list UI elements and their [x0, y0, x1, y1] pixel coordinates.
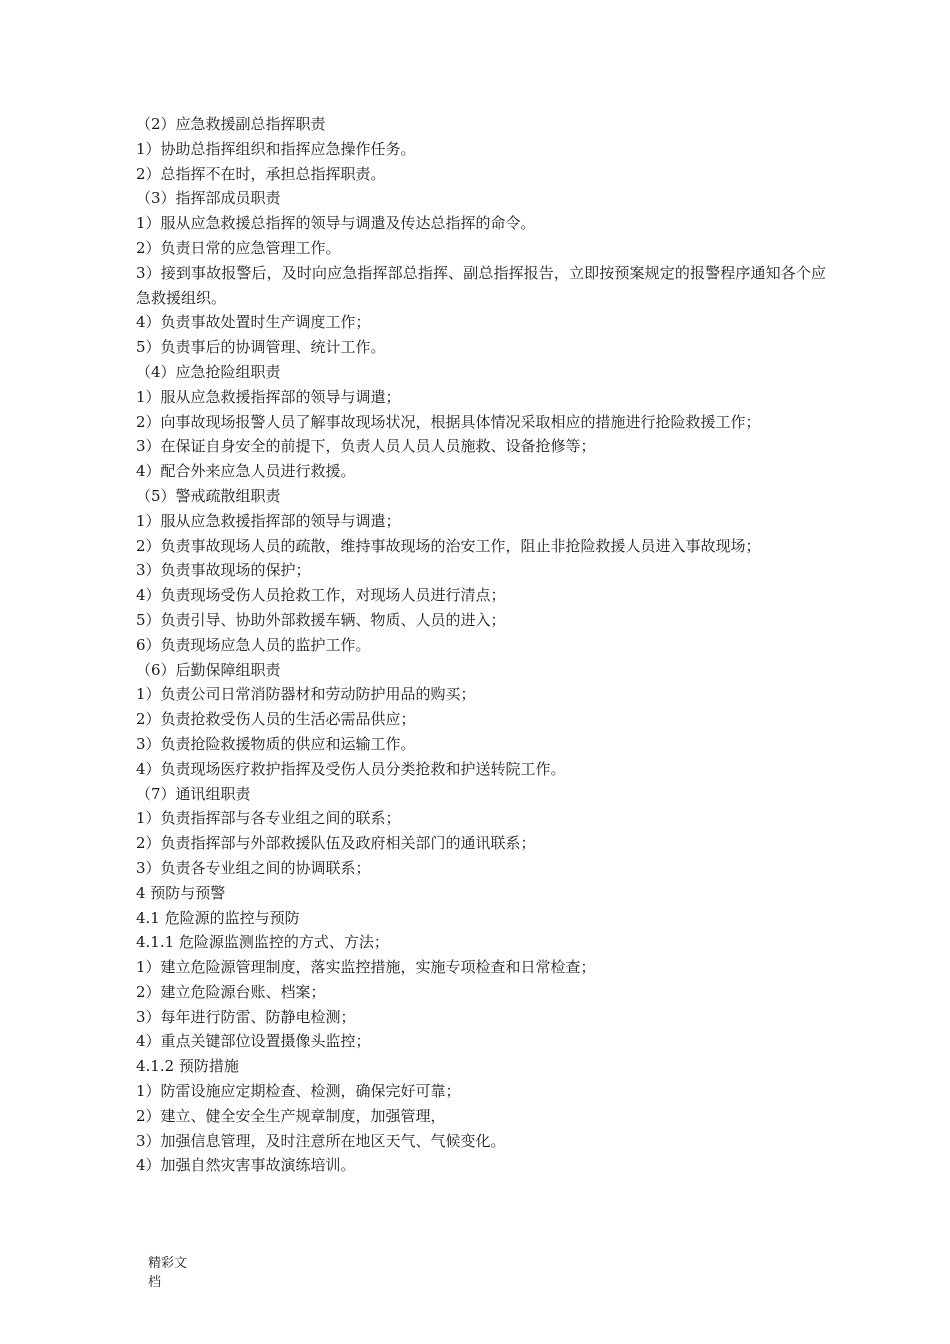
text-line: 5）负责引导、协助外部救援车辆、物质、人员的进入； [136, 610, 506, 629]
section-heading-logistics-team: （6）后勤保障组职责 [136, 660, 281, 679]
text-line: 2）总指挥不在时，承担总指挥职责。 [136, 164, 386, 183]
text-line: 3）负责事故现场的保护； [136, 561, 311, 580]
section-heading-monitoring-methods: 4.1.1 危险源监测监控的方式、方法； [136, 933, 389, 952]
text-line: 2）建立危险源台账、档案； [136, 982, 326, 1001]
text-line: 1）负责公司日常消防器材和劳动防护用品的购买； [136, 685, 476, 704]
text-line: 3）加强信息管理，及时注意所在地区天气、气候变化。 [136, 1131, 506, 1150]
section-heading-communication-team: （7）通讯组职责 [136, 784, 251, 803]
text-line: 4）配合外来应急人员进行救援。 [136, 462, 356, 481]
text-line: 5）负责事后的协调管理、统计工作。 [136, 338, 386, 357]
text-line: 3）每年进行防雷、防静电检测； [136, 1007, 356, 1026]
text-line: 2）建立、健全安全生产规章制度，加强管理， [136, 1106, 446, 1125]
section-heading-hazard-monitoring: 4.1 危险源的监控与预防 [136, 908, 300, 927]
text-line: 4）负责事故处置时生产调度工作； [136, 313, 371, 332]
text-line: 3）在保证自身安全的前提下，负责人员人员人员施救、设备抢修等； [136, 437, 596, 456]
text-line: 4）负责现场医疗救护指挥及受伤人员分类抢救和护送转院工作。 [136, 759, 566, 778]
text-line: 2）向事故现场报警人员了解事故现场状况，根据具体情况采取相应的措施进行抢险救援工作； [136, 412, 761, 431]
text-line: 2）负责事故现场人员的疏散，维持事故现场的治安工作，阻止非抢险救援人员进入事故现场； [136, 536, 761, 555]
text-line: 1）负责指挥部与各专业组之间的联系； [136, 809, 401, 828]
text-line: 2）负责日常的应急管理工作。 [136, 238, 341, 257]
section-heading-evacuation-team: （5）警戒疏散组职责 [136, 486, 281, 505]
text-line: 3）负责抢险救援物质的供应和运输工作。 [136, 734, 416, 753]
text-line: 3）接到事故报警后，及时向应急指挥部总指挥、副总指挥报告，立即按预案规定的报警程序通知各个应急救援组织。 [136, 263, 826, 307]
section-heading-rescue-team: （4）应急抢险组职责 [136, 362, 281, 381]
section-heading-prevention-measures: 4.1.2 预防措施 [136, 1057, 239, 1076]
text-line: 4）加强自然灾害事故演练培训。 [136, 1156, 356, 1175]
text-line: 1）服从应急救援指挥部的领导与调遣； [136, 511, 401, 530]
page-footer: 精彩文档 [148, 1256, 188, 1290]
text-line: 1）防雷设施应定期检查、检测，确保完好可靠； [136, 1082, 461, 1101]
text-line: 1）协助总指挥组织和指挥应急操作任务。 [136, 139, 416, 158]
text-line: 4）负责现场受伤人员抢救工作，对现场人员进行清点； [136, 586, 506, 605]
section-heading-prevention-warning: 4 预防与预警 [136, 883, 226, 902]
text-line: 1）建立危险源管理制度，落实监控措施，实施专项检查和日常检查； [136, 958, 596, 977]
text-line: 2）负责抢救受伤人员的生活必需品供应； [136, 710, 416, 729]
text-line: 3）负责各专业组之间的协调联系； [136, 858, 371, 877]
text-line: 1）服从应急救援总指挥的领导与调遣及传达总指挥的命令。 [136, 214, 536, 233]
text-line: 6）负责现场应急人员的监护工作。 [136, 635, 371, 654]
text-line: 1）服从应急救援指挥部的领导与调遣； [136, 387, 401, 406]
text-line: 4）重点关键部位设置摄像头监控； [136, 1032, 371, 1051]
text-line: 2）负责指挥部与外部救援队伍及政府相关部门的通讯联系； [136, 834, 536, 853]
document-body [136, 112, 826, 1178]
section-heading-command-members: （3）指挥部成员职责 [136, 189, 281, 208]
section-heading-deputy-commander: （2）应急救援副总指挥职责 [136, 115, 326, 133]
